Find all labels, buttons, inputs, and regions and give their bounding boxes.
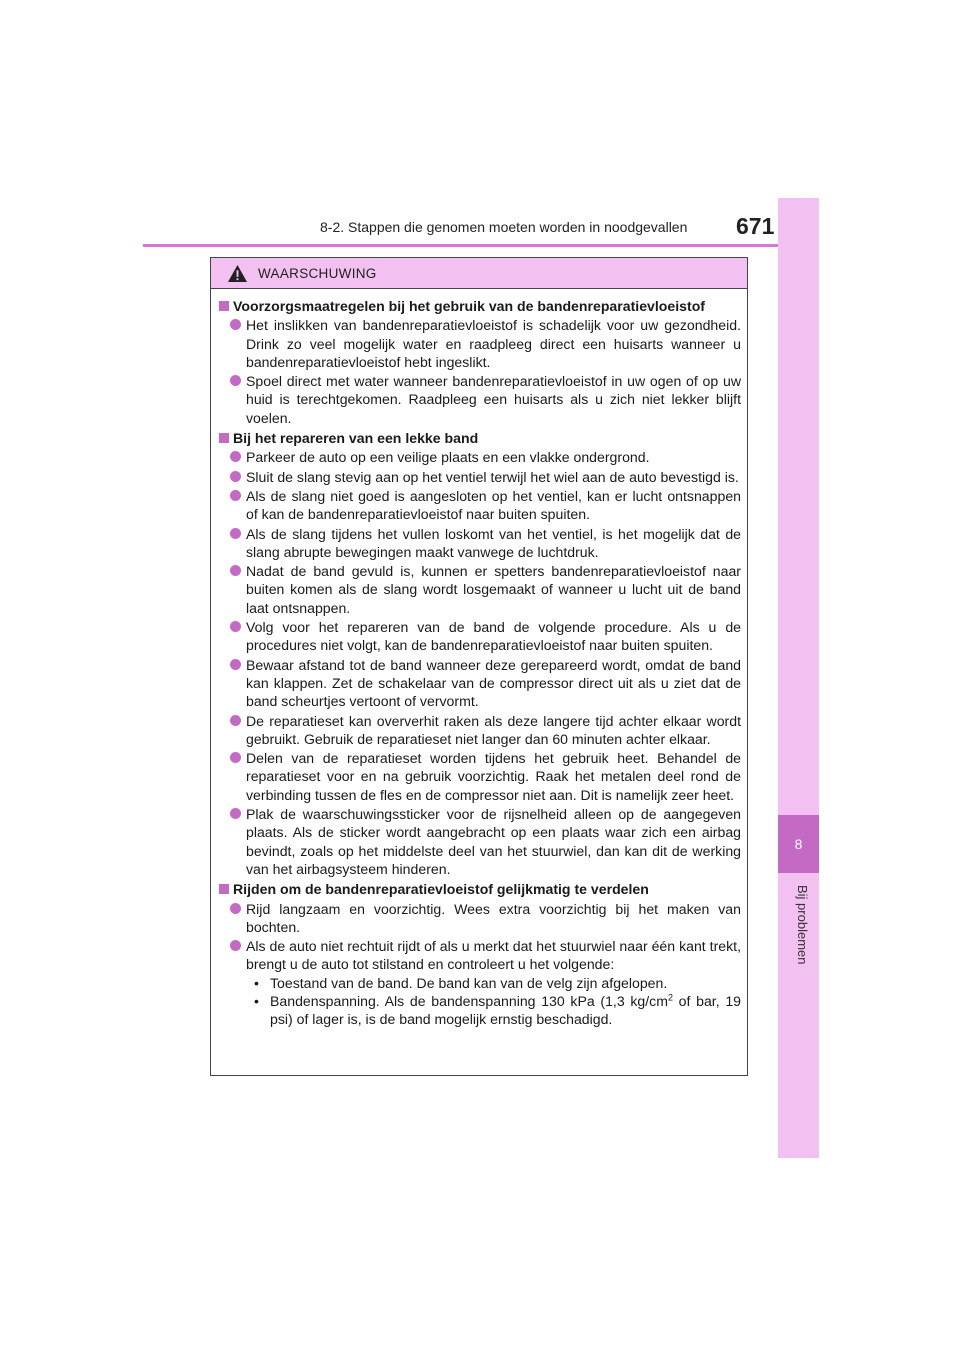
sub-list — [246, 974, 741, 1029]
list-item — [230, 805, 741, 878]
list-item — [230, 316, 741, 371]
round-bullet-icon — [230, 808, 241, 819]
section-heading-text: Rijden om de bandenreparatievloeistof gelijkmatig te verdelen — [233, 881, 649, 898]
list-item-text: Bewaar afstand tot de band wanneer deze gerepareerd wordt, omdat de band kan klappen. Zet de schakelaar van de compressor direct uit als u ziet dat de band scheurtjes vertoont of vervormt. — [246, 656, 741, 710]
round-bullet-icon — [230, 621, 241, 632]
list-item-text: Spoel direct met water wanneer bandenreparatievloeistof in uw ogen of op uw huid is terechtgekomen. Raadpleeg een huisarts als u zich niet lekker blijft voelen. — [246, 373, 741, 426]
list-item-text: Delen van de reparatieset worden tijdens het gebruik heet. Behandel de reparatieset voor en na gebruik voorzichtig. Raak het metalen deel rond de verbinding tussen de fles en de compressor niet aan. Dit is namelijk zeer heet. — [246, 750, 741, 803]
round-bullet-icon — [230, 659, 241, 670]
pressure-text-start: Bandenspanning. Als de bandenspanning 130 kPa (1,3 kg/cm — [270, 992, 668, 1009]
warning-triangle-icon — [227, 264, 248, 283]
list-item — [230, 656, 741, 711]
list-item — [230, 712, 741, 749]
square-bullet-icon — [219, 301, 229, 311]
round-bullet-icon — [230, 715, 241, 726]
round-bullet-icon — [230, 565, 241, 576]
list-item — [230, 937, 741, 1028]
pressure-text-end: of bar, 19 psi) of lager is, is de band mogelijk ernstig beschadigd. — [270, 992, 742, 1028]
list-item — [230, 618, 741, 655]
list-item — [230, 468, 741, 486]
page-header-title: 8-2. Stappen die genomen moeten worden in noodgevallen — [320, 219, 688, 235]
chapter-label: Bij problemen — [795, 885, 810, 965]
round-bullet-icon — [230, 940, 241, 951]
square-bullet-icon — [219, 433, 229, 443]
list-item — [230, 562, 741, 617]
list-item-text: Parkeer de auto op een veilige plaats en een vlakke ondergrond. — [246, 449, 650, 466]
chapter-side-tab — [778, 198, 819, 1158]
sub-bullet-icon: • — [254, 974, 259, 991]
section-heading-text: Voorzorgsmaatregelen bij het gebruik van de bandenreparatievloeistof — [233, 298, 705, 314]
chapter-number-box: 8 — [778, 815, 819, 873]
list-item-text: Het inslikken van bandenreparatievloeistof is schadelijk voor uw gezondheid. Drink zo veel mogelijk water en raadpleeg direct een huisarts wanneer u bandenreparatievloeistof hebt ingeslikt. — [246, 317, 741, 370]
sub-list-item-text: Toestand van de band. De band kan van de velg zijn afgelopen. — [270, 974, 668, 991]
square-bullet-icon — [219, 884, 229, 894]
list-item — [230, 448, 741, 466]
round-bullet-icon — [230, 375, 241, 386]
section-heading — [219, 297, 741, 315]
list-item-text: Plak de waarschuwingssticker voor de rijsnelheid alleen op de aangegeven plaats. Als de sticker wordt aangebracht op een plaats waar zich een airbag bevindt, zoals op het middelste deel van het stuurwiel, dan kan dit de werking van het airbagsysteem hinderen. — [246, 806, 741, 877]
section-heading-text: Bij het repareren van een lekke band — [233, 430, 479, 447]
sub-list-item — [254, 992, 741, 1029]
warning-box — [210, 257, 748, 1076]
list-item-text: De reparatieset kan oververhit raken als deze langere tijd achter elkaar wordt gebruikt. Gebruik de reparatieset niet langer dan 60 minuten achter elkaar. — [246, 712, 741, 747]
list-item-text: Als de auto niet rechtuit rijdt of als u merkt dat het stuurwiel naar één kant trekt, brengt u de auto tot stilstand en controleert u het volgende: — [246, 938, 741, 973]
warning-body — [211, 289, 747, 1029]
list-item-content — [246, 937, 741, 1028]
list-item — [230, 372, 741, 427]
sub-list-item — [254, 974, 741, 992]
round-bullet-icon — [230, 471, 241, 482]
round-bullet-icon — [230, 903, 241, 914]
header-rule — [143, 244, 819, 247]
round-bullet-icon — [230, 319, 241, 330]
warning-title: WAARSCHUWING — [258, 265, 377, 281]
sub-bullet-icon: • — [254, 992, 259, 1009]
list-item — [230, 749, 741, 804]
list-item-text: Nadat de band gevuld is, kunnen er spetters bandenreparatievloeistof naar buiten komen als de slang wordt losgemaakt of wanneer u lucht uit de band laat ontsnappen. — [246, 563, 741, 616]
round-bullet-icon — [230, 528, 241, 539]
list-item — [230, 487, 741, 524]
list-item-text: Rijd langzaam en voorzichtig. Wees extra voorzichtig bij het maken van bochten. — [246, 900, 741, 935]
warning-header — [211, 258, 747, 289]
sub-list-item-text — [270, 992, 741, 1029]
section-heading — [219, 880, 741, 898]
section-heading — [219, 429, 741, 447]
list-item — [230, 900, 741, 937]
round-bullet-icon — [230, 451, 241, 462]
list-item-text: Volg voor het repareren van de band de volgende procedure. Als u de procedures niet volgt, kan de bandenreparatievloeistof naar buiten spuiten. — [246, 619, 741, 654]
page-number: 671 — [736, 213, 775, 239]
list-item-text: Sluit de slang stevig aan op het ventiel terwijl het wiel aan de auto bevestigd is. — [246, 468, 739, 485]
list-item-text: Als de slang tijdens het vullen loskomt van het ventiel, is het mogelijk dat de slang abrupte bewegingen maakt vanwege de luchtdruk. — [246, 525, 741, 560]
round-bullet-icon — [230, 490, 241, 501]
list-item-text: Als de slang niet goed is aangesloten op het ventiel, kan er lucht ontsnappen of kan de bandenreparatievloeistof naar buiten spuiten. — [246, 487, 741, 523]
superscript-2: 2 — [667, 992, 673, 1003]
round-bullet-icon — [230, 752, 241, 763]
list-item — [230, 525, 741, 562]
